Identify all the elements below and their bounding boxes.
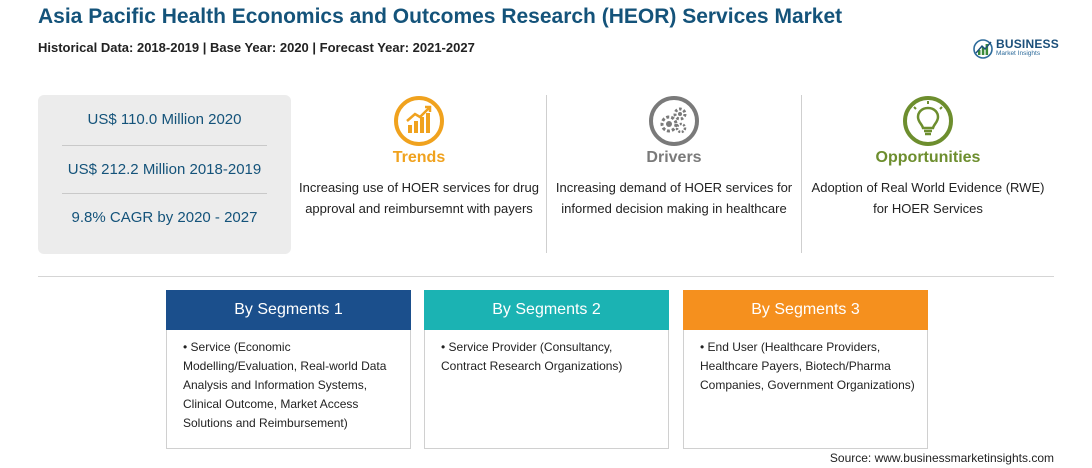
feature-trends <box>294 95 544 255</box>
page-subtitle: Historical Data: 2018-2019 | Base Year: 2020 | Forecast Year: 2021-2027 <box>38 40 475 55</box>
segment-1-text: • Service (Economic Modelling/Evaluation, Real-world Data Analysis and Information Systems, Clinical Outcome, Market Access Solutions and Reimbursement) <box>183 340 387 430</box>
feature-drivers <box>549 95 799 255</box>
logo-tagline: Market Insights <box>996 50 1041 57</box>
feature-trends-label: Trends <box>392 149 446 166</box>
segment-3-text: • End User (Healthcare Providers, Healthcare Payers, Biotech/Pharma Companies, Government Organizations) <box>700 340 915 392</box>
logo-text: BUSINESS <box>996 37 1059 51</box>
gears-icon <box>648 95 700 147</box>
stats-panel <box>38 95 291 254</box>
feature-opportunities-desc: Adoption of Real World Evidence (RWE) for HOER Services <box>811 180 1045 216</box>
company-logo <box>972 37 1062 61</box>
page-title: Asia Pacific Health Economics and Outcomes Research (HEOR) Services Market <box>38 5 843 28</box>
feature-opportunities-label: Opportunities <box>875 149 981 166</box>
segment-2-body <box>424 330 669 449</box>
stat-historical: US$ 212.2 Million 2018-2019 <box>67 161 262 178</box>
segment-3-body <box>683 330 928 449</box>
chart-growth-icon <box>393 95 445 147</box>
stat-market-size: US$ 110.0 Million 2020 <box>87 111 242 128</box>
segment-card-2 <box>424 290 669 450</box>
segment-3-title: By Segments 3 <box>683 290 928 330</box>
source-credit: Source: www.businessmarketinsights.com <box>829 451 1054 465</box>
segment-1-body <box>166 330 411 449</box>
section-divider <box>38 276 1054 277</box>
segment-card-3 <box>683 290 928 450</box>
stat-divider <box>62 193 267 194</box>
feature-opportunities <box>803 95 1053 255</box>
feature-trends-desc: Increasing use of HOER services for drug approval and reimbursemnt with payers <box>299 180 539 216</box>
lightbulb-icon <box>902 95 954 147</box>
feature-drivers-desc: Increasing demand of HOER services for informed decision making in healthcare <box>555 180 793 216</box>
segment-2-text: • Service Provider (Consultancy, Contract Research Organizations) <box>441 340 623 373</box>
segment-card-1 <box>166 290 411 450</box>
stat-cagr: 9.8% CAGR by 2020 - 2027 <box>71 209 258 226</box>
segment-2-title: By Segments 2 <box>424 290 669 330</box>
segment-1-title: By Segments 1 <box>166 290 411 330</box>
feature-divider <box>801 95 802 253</box>
logo-globe-icon <box>972 37 994 61</box>
feature-divider <box>546 95 547 253</box>
stat-divider <box>62 145 267 146</box>
feature-drivers-label: Drivers <box>646 149 702 166</box>
